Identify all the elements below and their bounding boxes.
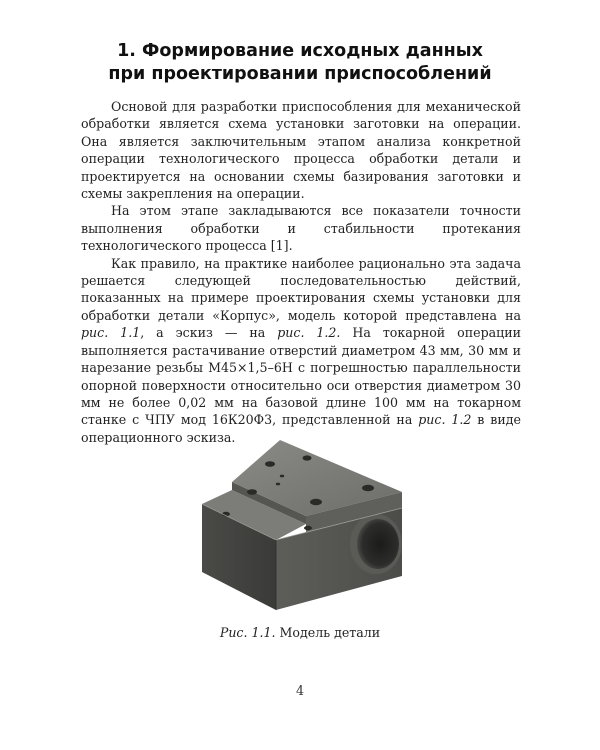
body-text — [81, 98, 521, 446]
figure-caption — [100, 625, 500, 640]
bore-icon — [357, 519, 399, 569]
hole-icon — [280, 475, 284, 478]
section-heading-line-1: 1. Формирование исходных данных — [117, 41, 483, 61]
paragraph-text: Как правило, на практике наиболее рационально эта задача решается следующей последовательностью действий, показанных на примере проектирования схемы установки для обработки детали «Корпус», модель которой представлена на — [81, 255, 521, 323]
hole-icon — [276, 483, 280, 486]
housing-part-3d-model — [190, 432, 420, 617]
section-heading-line-2: при проектировании приспособлений — [108, 64, 492, 84]
section-heading — [60, 40, 540, 86]
figure-caption-text: Модель детали — [275, 625, 381, 640]
paragraph-text: , а эскиз — на — [140, 325, 278, 341]
page-number: 4 — [295, 683, 304, 698]
figure-reference: рис. 1.1 — [81, 325, 141, 341]
figure-caption-label: Рис. 1.1. — [219, 625, 276, 640]
hole-icon — [310, 499, 322, 505]
paragraph-text: в виде операционного эскиза. — [81, 412, 521, 445]
paragraph — [81, 255, 521, 446]
hole-icon — [304, 526, 312, 530]
hole-icon — [303, 455, 312, 460]
figure-reference: рис. 1.2 — [418, 412, 472, 428]
paragraph: На этом этапе закладываются все показатели точности выполнения обработки и стабильности протекания технологического процесса [1]. — [81, 203, 521, 254]
paragraph: Основой для разработки приспособления для механической обработки является схема установки заготовки на операции. Она является заключительным этапом анализа конкретной операции технологического процесса обработки детали и проектируется на основании схемы базирования заготовки и схемы закрепления на операции. — [81, 99, 521, 202]
hole-icon — [247, 489, 257, 495]
hole-icon — [362, 485, 374, 491]
paragraph-text: На токарной операции выполняется растачивание отверстий диаметром 43 мм, 30 мм и нарезание резьбы М45×1,5–6Н с погрешностью параллельности опорной поверхности относительно оси отверстия диаметром 30 мм не более 0,02 мм на базовой длине 100 мм на токарном станке с ЧПУ мод 16К20Ф3, представленной на — [81, 325, 522, 428]
hole-icon — [265, 461, 275, 467]
figure-reference: рис. 1.2. — [277, 325, 341, 341]
part-model-figure — [190, 432, 420, 617]
